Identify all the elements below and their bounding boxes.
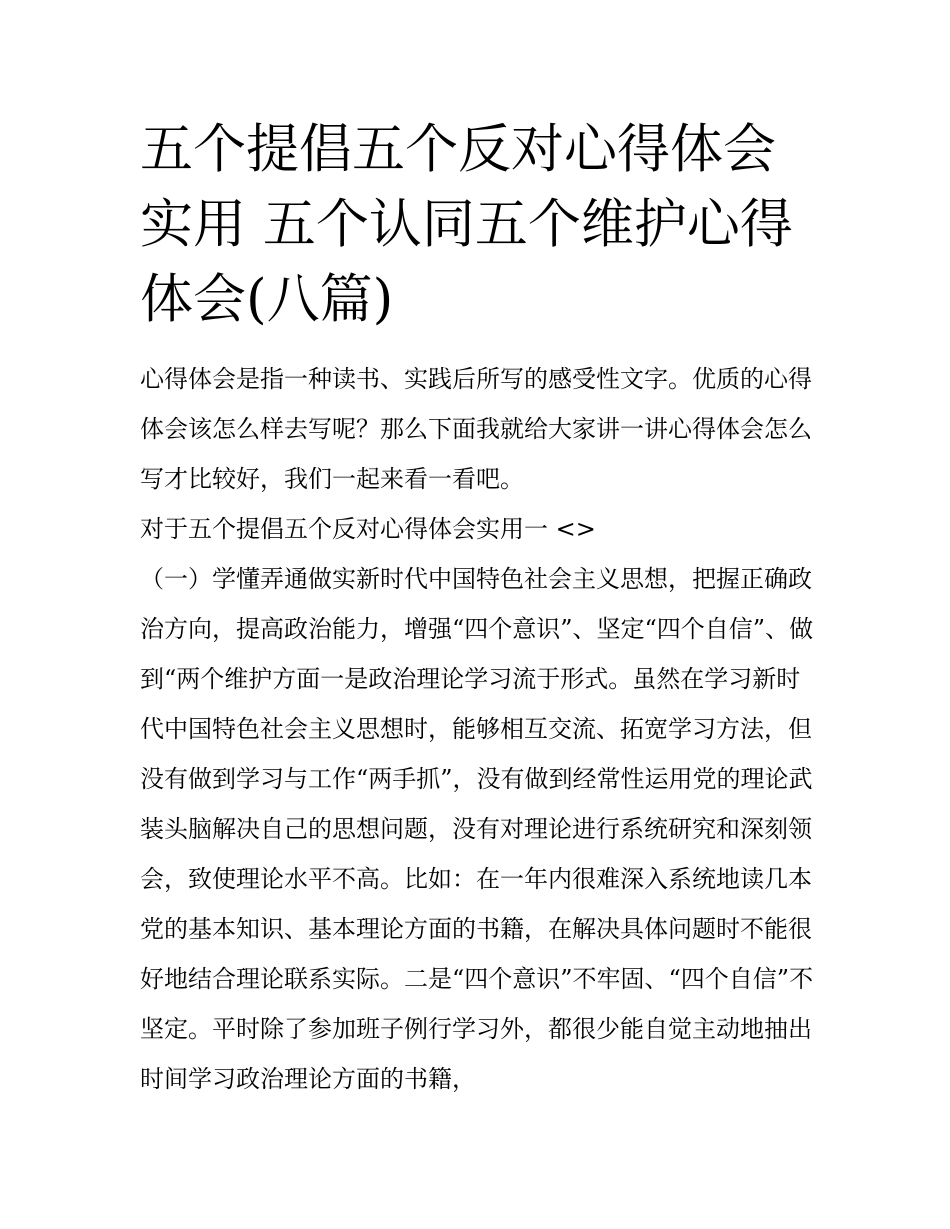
body-paragraph: （一）学懂弄通做实新时代中国特色社会主义思想，把握正确政治方向，提高政治能力，增强“四个意识”、坚定“四个自信”、做到“两个维护方面一是政治理论学习流于形式。虽然在学习新时代中国特色社会主义思想时，能够相互交流、拓宽学习方法，但没有做到学习与工作“两手抓”，没有做到经常性运用党的理论武装头脑解决自己的思想问题，没有对理论进行系统研究和深刻领会，致使理论水平不高。比如：在一年内很难深入系统地读几本党的基本知识、基本理论方面的书籍，在解决具体问题时不能很好地结合理论联系实际。二是“四个意识”不牢固、“四个自信”不坚定。平时除了参加班子例行学习外，都很少能自觉主动地抽出时间学习政治理论方面的书籍， xyxy=(140,565,814,1093)
document-title: 五个提倡五个反对心得体会实用 五个认同五个维护心得体会(八篇) xyxy=(140,119,793,330)
intro-paragraph: 心得体会是指一种读书、实践后所写的感受性文字。优质的心得体会该怎么样去写呢？那么下面我就给大家讲一讲心得体会怎么写才比较好，我们一起来看一看吧。 xyxy=(140,365,812,493)
section-heading: 对于五个提倡五个反对心得体会实用一 <> xyxy=(140,515,596,543)
document-body xyxy=(140,354,820,1104)
